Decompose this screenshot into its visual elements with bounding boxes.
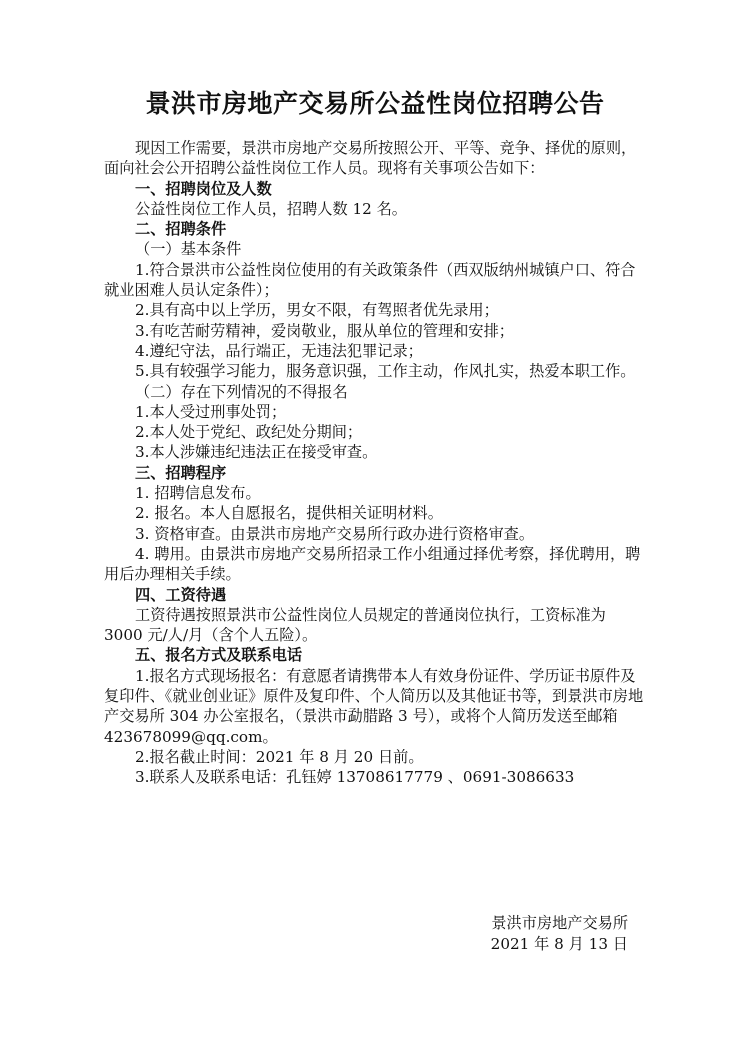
- registration-item-3: 3.联系人及联系电话：孔钰婷 13708617779 、0691-3086633: [135, 768, 575, 787]
- section-5-heading: 五、报名方式及联系电话: [135, 646, 303, 665]
- procedure-step-2: 2. 报名。本人自愿报名，提供相关证明材料。: [135, 504, 443, 523]
- excluded-condition-2: 2.本人处于党纪、政纪处分期间；: [135, 423, 363, 442]
- section-2-sub2: （二）存在下列情况的不得报名: [135, 382, 348, 401]
- procedure-step-3: 3. 资格审查。由景洪市房地产交易所行政办进行资格审查。: [135, 524, 535, 543]
- registration-item-2: 2.报名截止时间：2021 年 8 月 20 日前。: [135, 747, 424, 766]
- section-1-text: 公益性岗位工作人员，招聘人数 12 名。: [135, 199, 407, 218]
- basic-condition-4: 4.遵纪守法，品行端正，无违法犯罪记录；: [135, 341, 423, 360]
- signature-org: 景洪市房地产交易所: [491, 914, 628, 932]
- section-3-heading: 三、招聘程序: [135, 463, 227, 482]
- basic-condition-3: 3.有吃苦耐劳精神，爱岗敬业，服从单位的管理和安排；: [135, 321, 514, 340]
- signature-block: [491, 913, 628, 955]
- excluded-condition-3: 3.本人涉嫌违纪违法正在接受审查。: [135, 443, 378, 462]
- section-4-heading: 四、工资待遇: [135, 585, 227, 604]
- section-2-sub1: （一）基本条件: [135, 240, 242, 259]
- section-4-text: 工资待遇按照景洪市公益性岗位人员规定的普通岗位执行，工资标准为 3000 元/人/月（含个人五险）。: [104, 605, 606, 645]
- signature-date: 2021 年 8 月 13 日: [490, 935, 628, 953]
- section-2-heading: 二、招聘条件: [135, 220, 227, 239]
- basic-condition-5: 5.具有较强学习能力，服务意识强，工作主动，作风扎实，热爱本职工作。: [135, 362, 636, 381]
- registration-item-1: 1.报名方式现场报名：有意愿者请携带本人有效身份证件、学历证书原件及复印件、《就业创业证》原件及复印件、个人简历以及其他证书等，到景洪市房地产交易所 304 办公室报名，（景洪市勐腊路 3 号），或将个人简历发送至邮箱 423678099@qq.com。: [104, 666, 644, 746]
- basic-condition-1: 1.符合景洪市公益性岗位使用的有关政策条件（西双版纳州城镇户口、符合就业困难人员认定条件）；: [104, 260, 636, 300]
- basic-condition-2: 2.具有高中以上学历，男女不限，有驾照者优先录用；: [135, 301, 499, 320]
- procedure-step-1: 1. 招聘信息发布。: [135, 484, 261, 503]
- procedure-step-4: 4. 聘用。由景洪市房地产交易所招录工作小组通过择优考察，择优聘用，聘用后办理相关手续。: [104, 544, 641, 584]
- document-title: 景洪市房地产交易所公益性岗位招聘公告: [145, 89, 605, 118]
- excluded-condition-1: 1.本人受过刑事处罚；: [135, 402, 287, 421]
- intro-paragraph: 现因工作需要，景洪市房地产交易所按照公开、平等、竞争、择优的原则，面向社会公开招聘公益性岗位工作人员。现将有关事项公告如下：: [104, 139, 637, 178]
- section-1-heading: 一、招聘岗位及人数: [135, 179, 272, 198]
- document-body: [104, 138, 644, 788]
